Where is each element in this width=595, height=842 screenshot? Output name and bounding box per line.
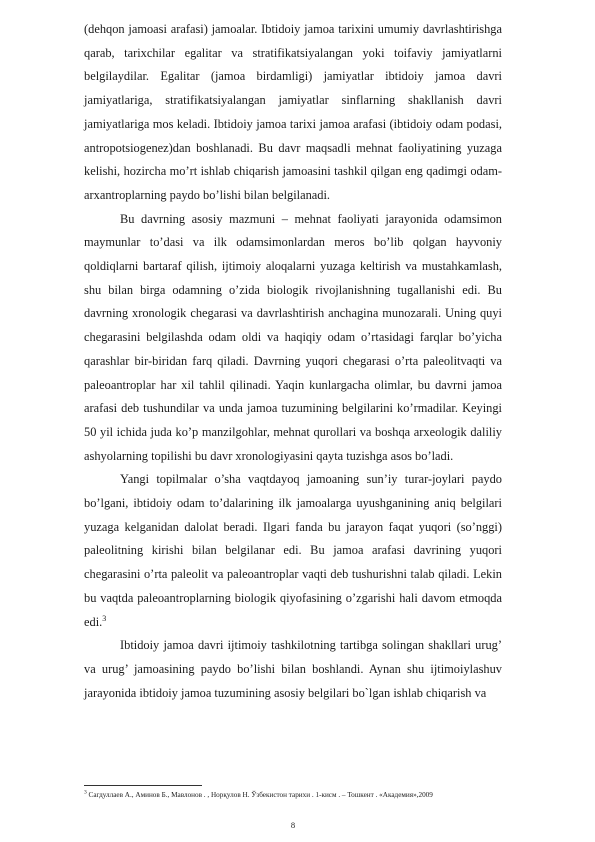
footnote — [84, 790, 502, 801]
paragraph-4: Ibtidoiy jamoa davri ijtimoiy tashkilotning tartibga solingan shakllari urug’ va urug’ jamoasining paydo bo’lishi bilan boshlandi. Aynan shu ijtimoiylashuv jarayonida ibtidoiy jamoa tuzumining asosiy belgilari bo`lgan ishlab chiqarish va — [84, 638, 502, 700]
footnote-separator — [84, 785, 202, 786]
footnote-text: Сагдуллаев А., Аминов Б., Мавлонов . , Норқулов Н. Ўзбекистон тарихи . 1-кисм . – Тошкент . «Академия»,2009 — [86, 791, 433, 799]
document-page — [84, 0, 502, 842]
paragraph-3-text: Yangi topilmalar o’sha vaqtdayoq jamoaning sun’iy turar-joylari paydo bo’lgani, ibtidoiy odam to’dalarining ilk jamoalarga uyushganining aniq belgilari yuzaga kelganidan dalolat beradi. Ilgari fanda bu jarayon faqat yuqori (so’nggi) paleolitning kirishi bilan belgilanar edi. Bu jamoa arafasi davrining yuqori chegarasini o’rta paleolit va paleoantroplar vaqti deb tushurishni talab qiladi. Lekin bu vaqtda paleoantroplarning biologik qiyofasining o’zgarishi hali davom etmoqda edi. — [84, 472, 502, 629]
paragraph-2: Bu davrning asosiy mazmuni – mehnat faoliyati jarayonida odamsimon maymunlar to’dasi va ilk odamsimonlardan meros bo’lib qolgan hayvoniy qoldiqlarni bartaraf qilish, ijtimoiy aloqalarni yuzaga keltirish va mustahkamlash, shu bilan birga odamning o’zida biologik rivojlanishning tugallanishi edi. Bu davrning xronologik chegarasi va davrlashtirish anchagina munozarali. Uning quyi chegarasini belgilashda odam oldi va haqiqiy odam o’rtasidagi farqlar bo’yicha qarashlar bir-biridan farq qiladi. Davrning yuqori chegarasi o’rta paleolitvaqti va paleoantroplar har xil tahlil qilinadi. Yaqin kunlargacha olimlar, bu davrni jamoa arafasi deb tushundilar va unda jamoa tuzumining belgilarini ko’rmadilar. Keyingi 50 yil ichida juda ko’p manzilgohlar, mehnat qurollari va boshqa arxeologik daliliy ashyolarning topilishi bu davr xronologiyasini qayta tuzishga asos bo’ladi. — [84, 211, 502, 463]
paragraph-1: (dehqon jamoasi arafasi) jamoalar. Ibtidoiy jamoa tarixini umumiy davrlashtirishga qarab, tarixchilar egalitar va stratifikatsiyalangan yoki toifaviy jamiyatlarni belgilaydilar. Egalitar (jamoa birdamligi) jamiyatlar ibtidoiy jamoa davri jamiyatlariga, stratifikatsiyalangan jamiyatlar sinflarning shakllanish davri jamiyatlariga mos keladi. Ibtidoiy jamoa tarixi jamoa arafasi (ibtidoiy odam podasi, antropotsiogenez)dan boshlanadi. Bu davr maqsadli mehnat faoliyatining yuzaga kelishi, hozircha mo’rt ishlab chiqarish jamoasini tashkil qilgan eng qadimgi odam- arxantroplarning paydo bo’lishi bilan belgilanadi. — [84, 22, 502, 202]
footnote-mark: 3 — [84, 789, 87, 796]
paragraph-3 — [84, 468, 502, 634]
body-text — [84, 18, 502, 705]
footnote-reference[interactable]: 3 — [102, 613, 107, 623]
page-number: 8 — [290, 820, 296, 830]
